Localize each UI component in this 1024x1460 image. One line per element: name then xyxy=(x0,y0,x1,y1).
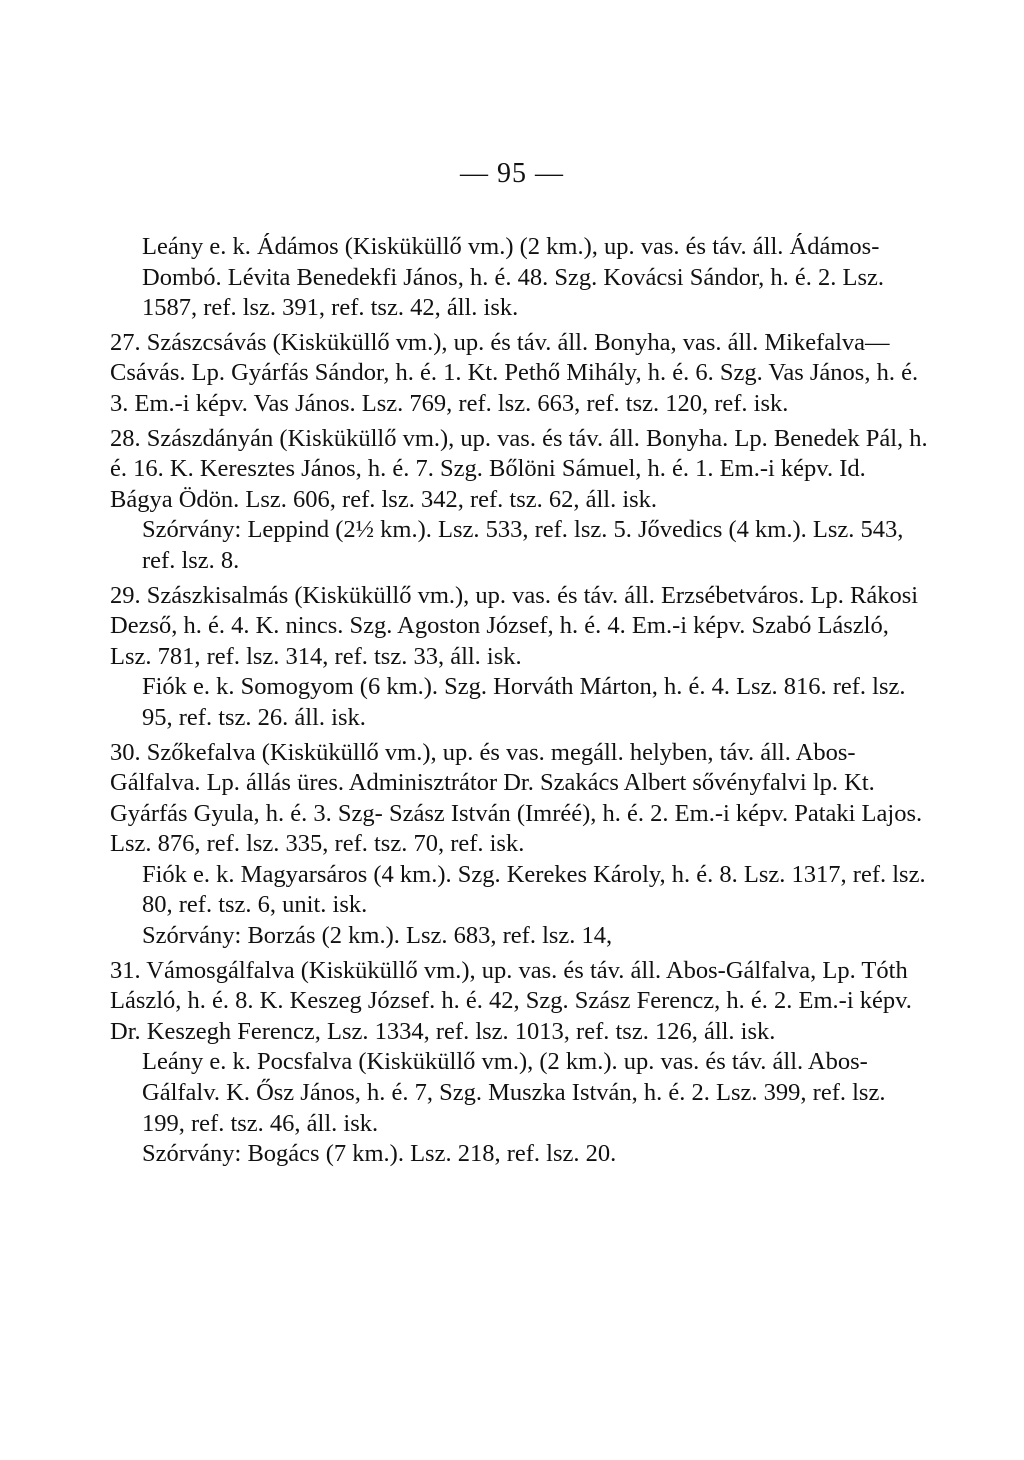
page-number: — 95 — xyxy=(460,158,564,189)
entry-31-vamosgalfalva: 31. Vámosgálfalva (Kisküküllő vm.), up. vas. és táv. áll. Abos-Gálfalva, Lp. Tóth László, h. é. 8. K. Keszeg József. h. é. 42, Szg. Szász Ferencz, h. é. 2. Em.-i képv. Dr. Keszegh Ferencz, Lsz. 1334, ref. lsz. 1013, ref. tsz. 126, áll. isk. xyxy=(110,956,912,1045)
entry-27-szaszcsavas: 27. Szászcsávás (Kisküküllő vm.), up. és táv. áll. Bonyha, vas. áll. Mikefalva—Csávás. Lp. Gyárfás Sándor, h. é. 1. Kt. Pethő Mihály, h. é. 6. Szg. Vas János, h. é. 3. Em.-i képv. Vas János. Lsz. 769, ref. lsz. 663, ref. tsz. 120, ref. isk. xyxy=(110,328,919,417)
leany-pocsfalva: Leány e. k. Pocsfalva (Kisküküllő vm.), (2 km.). up. vas. és táv. áll. Abos-Gálfalv. K. Ősz János, h. é. 7, Szg. Muszka István, h. é. 2. Lsz. 399, ref. lsz. 199, ref. tsz. 46, áll. isk. xyxy=(142,1048,886,1137)
entry-28-szaszdanyan: 28. Szászdányán (Kisküküllő vm.), up. vas. és táv. áll. Bonyha. Lp. Benedek Pál, h. é. 16. K. Keresztes János, h. é. 7. Szg. Bőlöni Sámuel, h. é. 1. Em.-i képv. Id. Bágya Ödön. Lsz. 606, ref. lsz. 342, ref. tsz. 62, áll. isk. xyxy=(110,424,928,513)
szorvany-borzas: Szórvány: Borzás (2 km.). Lsz. 683, ref. lsz. 14, xyxy=(142,922,613,950)
szorvany-leppind: Szórvány: Leppind (2½ km.). Lsz. 533, ref. lsz. 5. Jővedics (4 km.). Lsz. 543, ref. lsz. 8. xyxy=(142,516,904,574)
entry-30-szokefalva: 30. Szőkefalva (Kisküküllő vm.), up. és vas. megáll. helyben, táv. áll. Abos-Gálfalva. Lp. állás üres. Adminisztrátor Dr. Szakács Albert sővényfalvi lp. Kt. Gyárfás Gyula, h. é. 3. Szg- Szász István (Imréé), h. é. 2. Em.-i képv. Pataki Lajos. Lsz. 876, ref. lsz. 335, ref. tsz. 70, ref. isk. xyxy=(110,738,923,858)
fiok-magyarsaros: Fiók e. k. Magyarsáros (4 km.). Szg. Kerekes Károly, h. é. 8. Lsz. 1317, ref. lsz. 80, ref. tsz. 6, unit. isk. xyxy=(142,860,926,919)
fiok-somogyom: Fiók e. k. Somogyom (6 km.). Szg. Horváth Márton, h. é. 4. Lsz. 816. ref. lsz. 95, ref. tsz. 26. áll. isk. xyxy=(142,673,906,731)
document-body xyxy=(110,232,930,1170)
entry-leany-adamos: Leány e. k. Ádámos (Kisküküllő vm.) (2 km.), up. vas. és táv. áll. Ádámos-Dombó. Lévita Benedekfi János, h. é. 48. Szg. Kovácsi Sándor, h. é. 2. Lsz. 1587, ref. lsz. 391, ref. tsz. 42, áll. isk. xyxy=(142,233,885,322)
szorvany-bogacs: Szórvány: Bogács (7 km.). Lsz. 218, ref. lsz. 20. xyxy=(142,1140,617,1168)
entry-29-szaszkisalmas: 29. Szászkisalmás (Kisküküllő vm.), up. vas. és táv. áll. Erzsébetváros. Lp. Rákosi Dezső, h. é. 4. K. nincs. Szg. Agoston József, h. é. 4. Em.-i képv. Szabó László, Lsz. 781, ref. lsz. 314, ref. tsz. 33, áll. isk. xyxy=(110,581,919,670)
